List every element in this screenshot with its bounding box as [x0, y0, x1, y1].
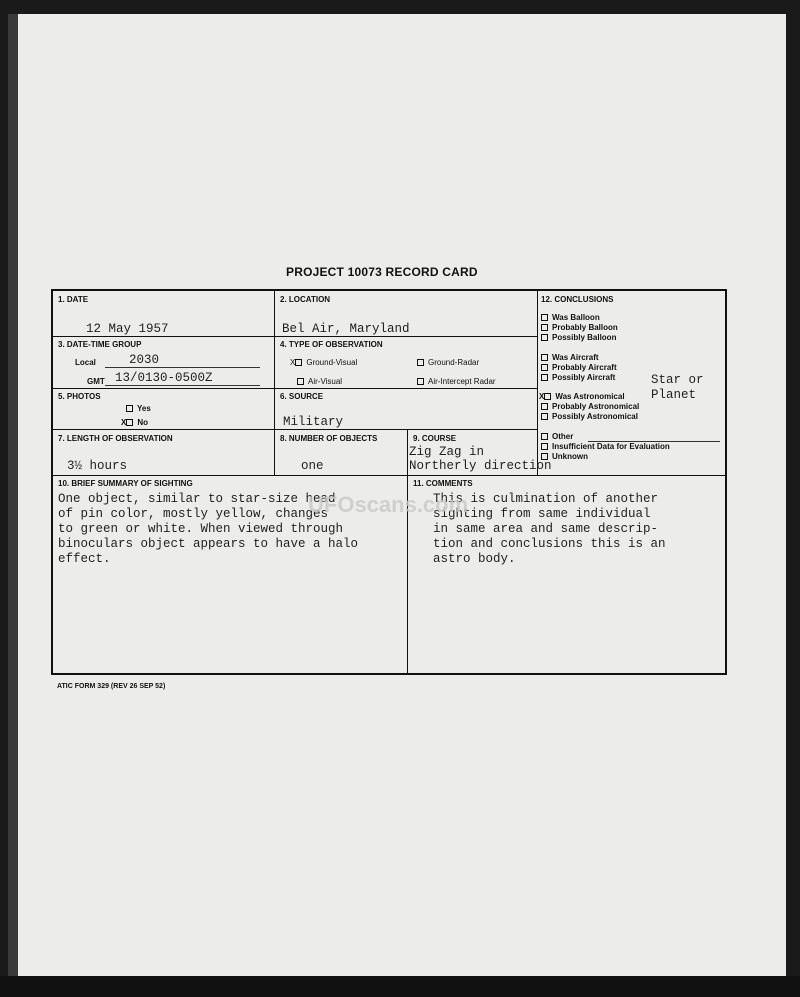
checkbox-icon: [541, 433, 548, 440]
typed-note-line-1: Star or: [651, 373, 704, 387]
insufficient-text: Insufficient Data for Evaluation: [552, 442, 670, 451]
summary-line: of pin color, mostly yellow, changes: [58, 507, 329, 521]
record-card-grid: [51, 289, 727, 675]
rule: [274, 291, 275, 475]
ground-radar-text: Ground-Radar: [428, 358, 480, 367]
was-balloon-text: Was Balloon: [552, 313, 600, 322]
checkbox-icon: [541, 453, 548, 460]
gmt-value: 13/0130-0500Z: [115, 371, 213, 385]
course-line-1: Zig Zag in: [409, 445, 485, 459]
checkbox-icon: [417, 359, 424, 366]
was-astronomical-text: Was Astronomical: [555, 392, 625, 401]
photos-yes-text: Yes: [137, 404, 151, 413]
air-visual-option: [297, 377, 342, 386]
checkbox-icon: [541, 364, 548, 371]
ground-radar-option: [417, 358, 479, 367]
course-label: 9. COURSE: [413, 434, 457, 443]
observation-type-label: 4. TYPE OF OBSERVATION: [280, 340, 383, 349]
probably-astronomical-text: Probably Astronomical: [552, 402, 640, 411]
air-intercept-option: [417, 377, 496, 386]
possibly-astronomical-text: Possibly Astronomical: [552, 412, 638, 421]
date-label: 1. DATE: [58, 295, 89, 304]
photos-yes-option: [126, 404, 151, 413]
objects-value: one: [301, 459, 324, 473]
location-value: Bel Air, Maryland: [282, 322, 410, 336]
checkbox-icon: [544, 393, 551, 400]
air-visual-text: Air-Visual: [308, 377, 343, 386]
comments-line: astro body.: [433, 552, 516, 566]
form-id: ATIC FORM 329 (REV 26 SEP 52): [57, 683, 166, 690]
summary-line: One object, similar to star-size head: [58, 492, 336, 506]
checkbox-icon: [541, 354, 548, 361]
checked-mark: X: [290, 358, 296, 367]
watermark: UFOscans.com: [308, 492, 469, 517]
probably-balloon-option: [541, 323, 618, 332]
dtg-label: 3. DATE-TIME GROUP: [58, 340, 142, 349]
probably-astronomical-option: [541, 402, 639, 411]
was-aircraft-option: [541, 353, 599, 362]
length-label: 7. LENGTH OF OBSERVATION: [58, 434, 173, 443]
photos-no-text: No: [137, 418, 149, 427]
underline: [105, 385, 260, 386]
checkbox-icon: [541, 334, 548, 341]
source-label: 6. SOURCE: [280, 392, 324, 401]
unknown-text: Unknown: [552, 452, 588, 461]
comments-line: tion and conclusions this is an: [433, 537, 666, 551]
comments-line: in same area and same descrip-: [433, 522, 659, 536]
insufficient-option: [541, 442, 670, 451]
source-value: Military: [283, 415, 344, 429]
rule: [407, 429, 408, 673]
probably-aircraft-text: Probably Aircraft: [552, 363, 617, 372]
possibly-balloon-option: [541, 333, 616, 342]
probably-aircraft-option: [541, 363, 617, 372]
possibly-astronomical-option: [541, 412, 638, 421]
checkbox-icon: [541, 413, 548, 420]
checkbox-icon: [417, 378, 424, 385]
rule: [53, 388, 537, 389]
checkbox-icon: [541, 443, 548, 450]
ground-visual-text: Ground-Visual: [306, 358, 358, 367]
card-title: PROJECT 10073 RECORD CARD: [286, 265, 478, 279]
checkbox-icon: [541, 403, 548, 410]
checkbox-icon: [295, 359, 302, 366]
other-text: Other: [552, 432, 574, 441]
checkbox-icon: [541, 374, 548, 381]
rule: [53, 475, 725, 476]
was-balloon-option: [541, 313, 600, 322]
other-option: [541, 432, 573, 441]
summary-label: 10. BRIEF SUMMARY OF SIGHTING: [58, 479, 193, 488]
local-label: Local: [75, 358, 96, 367]
possibly-aircraft-text: Possibly Aircraft: [552, 373, 616, 382]
ground-visual-option: [290, 358, 357, 367]
summary-line: to green or white. When viewed through: [58, 522, 344, 536]
photos-no-option: [121, 418, 148, 427]
checked-mark: X: [121, 418, 127, 427]
summary-line: binoculars object appears to have a halo: [58, 537, 359, 551]
checkbox-icon: [541, 314, 548, 321]
possibly-aircraft-option: [541, 373, 615, 382]
date-value: 12 May 1957: [86, 322, 169, 336]
course-line-2: Northerly direction: [409, 459, 552, 473]
possibly-balloon-text: Possibly Balloon: [552, 333, 617, 342]
checked-mark: X: [539, 392, 545, 401]
length-value: 3½ hours: [67, 459, 128, 473]
checkbox-icon: [126, 419, 133, 426]
location-label: 2. LOCATION: [280, 295, 331, 304]
checkbox-icon: [541, 324, 548, 331]
scan-edge-bottom: [0, 976, 800, 997]
was-astronomical-option: [539, 392, 625, 401]
conclusions-label: 12. CONCLUSIONS: [541, 295, 614, 304]
gmt-label: GMT: [87, 377, 105, 386]
checkbox-icon: [297, 378, 304, 385]
checkbox-icon: [126, 405, 133, 412]
comments-label: 11. COMMENTS: [413, 479, 473, 488]
summary-line: effect.: [58, 552, 111, 566]
underline: [105, 367, 260, 368]
was-aircraft-text: Was Aircraft: [552, 353, 599, 362]
objects-label: 8. NUMBER OF OBJECTS: [280, 434, 378, 443]
comments-line: sighting from same individual: [433, 507, 651, 521]
comments-line: This is culmination of another: [433, 492, 659, 506]
rule: [53, 336, 537, 337]
rule: [537, 291, 538, 475]
probably-balloon-text: Probably Balloon: [552, 323, 618, 332]
rule: [53, 429, 537, 430]
local-value: 2030: [129, 353, 160, 367]
unknown-option: [541, 452, 588, 461]
air-intercept-text: Air-Intercept Radar: [428, 377, 496, 386]
typed-note-line-2: Planet: [651, 388, 697, 402]
photos-label: 5. PHOTOS: [58, 392, 101, 401]
